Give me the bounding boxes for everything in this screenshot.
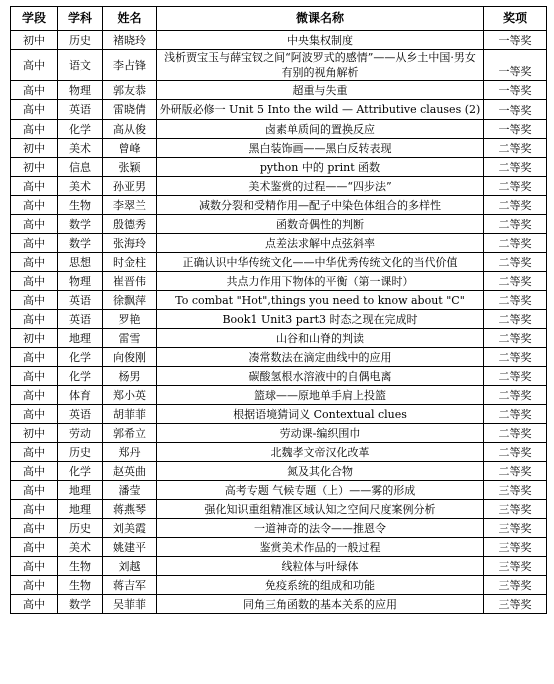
cell-award: 二等奖 [484, 234, 547, 253]
cell-subject: 数学 [58, 234, 103, 253]
table-row [11, 234, 547, 253]
header-award: 奖项 [484, 7, 547, 31]
header-name: 姓名 [103, 7, 157, 31]
cell-name: 李占锋 [103, 50, 157, 81]
cell-award: 二等奖 [484, 405, 547, 424]
cell-title: 高考专题 气候专题（上）——雾的形成 [157, 481, 484, 500]
cell-title: 减数分裂和受精作用—配子中染色体组合的多样性 [157, 196, 484, 215]
cell-stage: 初中 [11, 139, 58, 158]
header-subject: 学科 [58, 7, 103, 31]
cell-stage: 高中 [11, 557, 58, 576]
cell-title: 外研版必修一 Unit 5 Into the wild — Attributive clauses (2) [157, 100, 484, 120]
table-row [11, 291, 547, 310]
cell-subject: 物理 [58, 81, 103, 100]
cell-name: 张海玲 [103, 234, 157, 253]
cell-subject: 地理 [58, 329, 103, 348]
cell-title: 免疫系统的组成和功能 [157, 576, 484, 595]
cell-award: 一等奖 [484, 120, 547, 139]
cell-subject: 生物 [58, 196, 103, 215]
header-stage: 学段 [11, 7, 58, 31]
cell-stage: 高中 [11, 196, 58, 215]
cell-title: 线粒体与叶绿体 [157, 557, 484, 576]
cell-award: 二等奖 [484, 196, 547, 215]
table-row [11, 538, 547, 557]
cell-subject: 化学 [58, 462, 103, 481]
cell-subject: 英语 [58, 310, 103, 329]
table-row [11, 576, 547, 595]
cell-name: 杨男 [103, 367, 157, 386]
cell-award: 三等奖 [484, 576, 547, 595]
cell-award: 一等奖 [484, 81, 547, 100]
cell-title: 氮及其化合物 [157, 462, 484, 481]
table-row [11, 519, 547, 538]
cell-name: 胡菲菲 [103, 405, 157, 424]
cell-stage: 高中 [11, 215, 58, 234]
cell-title: 一道神奇的法令——推恩令 [157, 519, 484, 538]
cell-award: 一等奖 [484, 50, 547, 81]
cell-title: 碳酸氢根水溶液中的自偶电离 [157, 367, 484, 386]
award-list [10, 6, 546, 614]
cell-subject: 化学 [58, 348, 103, 367]
cell-stage: 初中 [11, 31, 58, 50]
cell-award: 三等奖 [484, 557, 547, 576]
cell-stage: 高中 [11, 386, 58, 405]
cell-name: 潘莹 [103, 481, 157, 500]
cell-subject: 化学 [58, 367, 103, 386]
cell-name: 罗艳 [103, 310, 157, 329]
cell-stage: 高中 [11, 253, 58, 272]
cell-name: 赵英曲 [103, 462, 157, 481]
table-row [11, 405, 547, 424]
cell-stage: 高中 [11, 120, 58, 139]
cell-title: 超重与失重 [157, 81, 484, 100]
cell-subject: 体育 [58, 386, 103, 405]
cell-stage: 高中 [11, 538, 58, 557]
cell-award: 二等奖 [484, 310, 547, 329]
cell-stage: 高中 [11, 348, 58, 367]
cell-title: 北魏孝文帝汉化改革 [157, 443, 484, 462]
cell-award: 二等奖 [484, 348, 547, 367]
cell-subject: 数学 [58, 595, 103, 614]
table-row [11, 500, 547, 519]
cell-subject: 英语 [58, 100, 103, 120]
cell-title: 中央集权制度 [157, 31, 484, 50]
cell-stage: 高中 [11, 310, 58, 329]
cell-name: 崔晋伟 [103, 272, 157, 291]
cell-subject: 英语 [58, 291, 103, 310]
award-table [10, 6, 547, 614]
cell-award: 三等奖 [484, 538, 547, 557]
cell-stage: 高中 [11, 50, 58, 81]
table-row [11, 481, 547, 500]
cell-title: 山谷和山脊的判读 [157, 329, 484, 348]
cell-name: 郑小英 [103, 386, 157, 405]
table-row [11, 196, 547, 215]
cell-award: 二等奖 [484, 272, 547, 291]
cell-title: 黑白装饰画——黑白反转表现 [157, 139, 484, 158]
table-body [11, 31, 547, 614]
cell-name: 曾峰 [103, 139, 157, 158]
cell-name: 刘美霞 [103, 519, 157, 538]
cell-name: 向俊刚 [103, 348, 157, 367]
table-row [11, 424, 547, 443]
table-row [11, 443, 547, 462]
cell-award: 二等奖 [484, 215, 547, 234]
cell-name: 蒋燕琴 [103, 500, 157, 519]
cell-subject: 美术 [58, 177, 103, 196]
table-row [11, 367, 547, 386]
cell-subject: 生物 [58, 576, 103, 595]
cell-stage: 高中 [11, 81, 58, 100]
cell-title: 根据语境猜词义 Contextual clues [157, 405, 484, 424]
cell-subject: 英语 [58, 405, 103, 424]
table-row [11, 177, 547, 196]
cell-award: 二等奖 [484, 177, 547, 196]
cell-title: 函数奇偶性的判断 [157, 215, 484, 234]
cell-stage: 高中 [11, 234, 58, 253]
cell-title: 同角三角函数的基本关系的应用 [157, 595, 484, 614]
table-row [11, 158, 547, 177]
cell-award: 一等奖 [484, 100, 547, 120]
cell-name: 高从俊 [103, 120, 157, 139]
cell-title: 强化知识重组精准区域认知之空间尺度案例分析 [157, 500, 484, 519]
cell-stage: 高中 [11, 291, 58, 310]
cell-award: 三等奖 [484, 519, 547, 538]
cell-name: 郭希立 [103, 424, 157, 443]
cell-title: 点差法求解中点弦斜率 [157, 234, 484, 253]
cell-name: 蒋吉军 [103, 576, 157, 595]
cell-name: 徐飘萍 [103, 291, 157, 310]
cell-name: 雷雪 [103, 329, 157, 348]
cell-award: 二等奖 [484, 462, 547, 481]
cell-name: 孙亚男 [103, 177, 157, 196]
cell-title: 浅析贾宝玉与薛宝钗之间“阿波罗式的感情”——从乡土中国·男女有别的视角解析 [157, 50, 484, 81]
table-row [11, 215, 547, 234]
cell-award: 二等奖 [484, 424, 547, 443]
table-row [11, 81, 547, 100]
cell-subject: 物理 [58, 272, 103, 291]
cell-stage: 初中 [11, 329, 58, 348]
cell-name: 姚建平 [103, 538, 157, 557]
header-title: 微课名称 [157, 7, 484, 31]
table-row [11, 462, 547, 481]
cell-stage: 高中 [11, 519, 58, 538]
table-row [11, 557, 547, 576]
table-row [11, 310, 547, 329]
cell-stage: 高中 [11, 481, 58, 500]
cell-award: 一等奖 [484, 31, 547, 50]
cell-award: 二等奖 [484, 367, 547, 386]
cell-stage: 高中 [11, 177, 58, 196]
table-row [11, 386, 547, 405]
cell-title: 鉴赏美术作品的一般过程 [157, 538, 484, 557]
cell-subject: 劳动 [58, 424, 103, 443]
cell-stage: 高中 [11, 405, 58, 424]
table-row [11, 348, 547, 367]
table-row [11, 272, 547, 291]
header-row [11, 7, 547, 31]
cell-award: 二等奖 [484, 253, 547, 272]
cell-title: 共点力作用下物体的平衡（第一课时） [157, 272, 484, 291]
cell-subject: 美术 [58, 538, 103, 557]
table-row [11, 120, 547, 139]
cell-subject: 历史 [58, 519, 103, 538]
cell-stage: 高中 [11, 100, 58, 120]
cell-name: 刘越 [103, 557, 157, 576]
cell-award: 二等奖 [484, 291, 547, 310]
cell-subject: 语文 [58, 50, 103, 81]
cell-award: 二等奖 [484, 139, 547, 158]
cell-award: 二等奖 [484, 386, 547, 405]
cell-name: 褚晓玲 [103, 31, 157, 50]
table-row [11, 595, 547, 614]
cell-stage: 高中 [11, 367, 58, 386]
cell-award: 三等奖 [484, 481, 547, 500]
cell-name: 殷德秀 [103, 215, 157, 234]
cell-subject: 化学 [58, 120, 103, 139]
cell-title: To combat "Hot",things you need to know about "C" [157, 291, 484, 310]
cell-name: 李翠兰 [103, 196, 157, 215]
cell-title: Book1 Unit3 part3 时态之现在完成时 [157, 310, 484, 329]
table-row [11, 31, 547, 50]
cell-name: 郭友恭 [103, 81, 157, 100]
cell-title: 劳动课-编织围巾 [157, 424, 484, 443]
cell-name: 时金柱 [103, 253, 157, 272]
table-row [11, 100, 547, 120]
table-row [11, 253, 547, 272]
cell-subject: 地理 [58, 481, 103, 500]
cell-stage: 高中 [11, 443, 58, 462]
cell-title: python 中的 print 函数 [157, 158, 484, 177]
cell-award: 二等奖 [484, 158, 547, 177]
table-row [11, 50, 547, 81]
cell-stage: 高中 [11, 272, 58, 291]
cell-name: 吴菲菲 [103, 595, 157, 614]
table-row [11, 329, 547, 348]
cell-stage: 初中 [11, 158, 58, 177]
cell-award: 二等奖 [484, 329, 547, 348]
cell-title: 凑常数法在滴定曲线中的应用 [157, 348, 484, 367]
cell-award: 三等奖 [484, 595, 547, 614]
cell-award: 二等奖 [484, 443, 547, 462]
cell-subject: 美术 [58, 139, 103, 158]
cell-subject: 地理 [58, 500, 103, 519]
cell-stage: 高中 [11, 595, 58, 614]
cell-stage: 高中 [11, 576, 58, 595]
cell-subject: 历史 [58, 443, 103, 462]
cell-stage: 高中 [11, 500, 58, 519]
cell-title: 篮球——原地单手肩上投篮 [157, 386, 484, 405]
cell-name: 张颖 [103, 158, 157, 177]
cell-title: 正确认识中华传统文化——中华优秀传统文化的当代价值 [157, 253, 484, 272]
cell-name: 郑丹 [103, 443, 157, 462]
cell-award: 三等奖 [484, 500, 547, 519]
cell-title: 卤素单质间的置换反应 [157, 120, 484, 139]
cell-subject: 生物 [58, 557, 103, 576]
table-row [11, 139, 547, 158]
cell-name: 雷晓倩 [103, 100, 157, 120]
cell-title: 美术鉴赏的过程——“四步法” [157, 177, 484, 196]
cell-stage: 高中 [11, 462, 58, 481]
cell-stage: 初中 [11, 424, 58, 443]
cell-subject: 数学 [58, 215, 103, 234]
cell-subject: 信息 [58, 158, 103, 177]
cell-subject: 历史 [58, 31, 103, 50]
cell-subject: 思想 [58, 253, 103, 272]
